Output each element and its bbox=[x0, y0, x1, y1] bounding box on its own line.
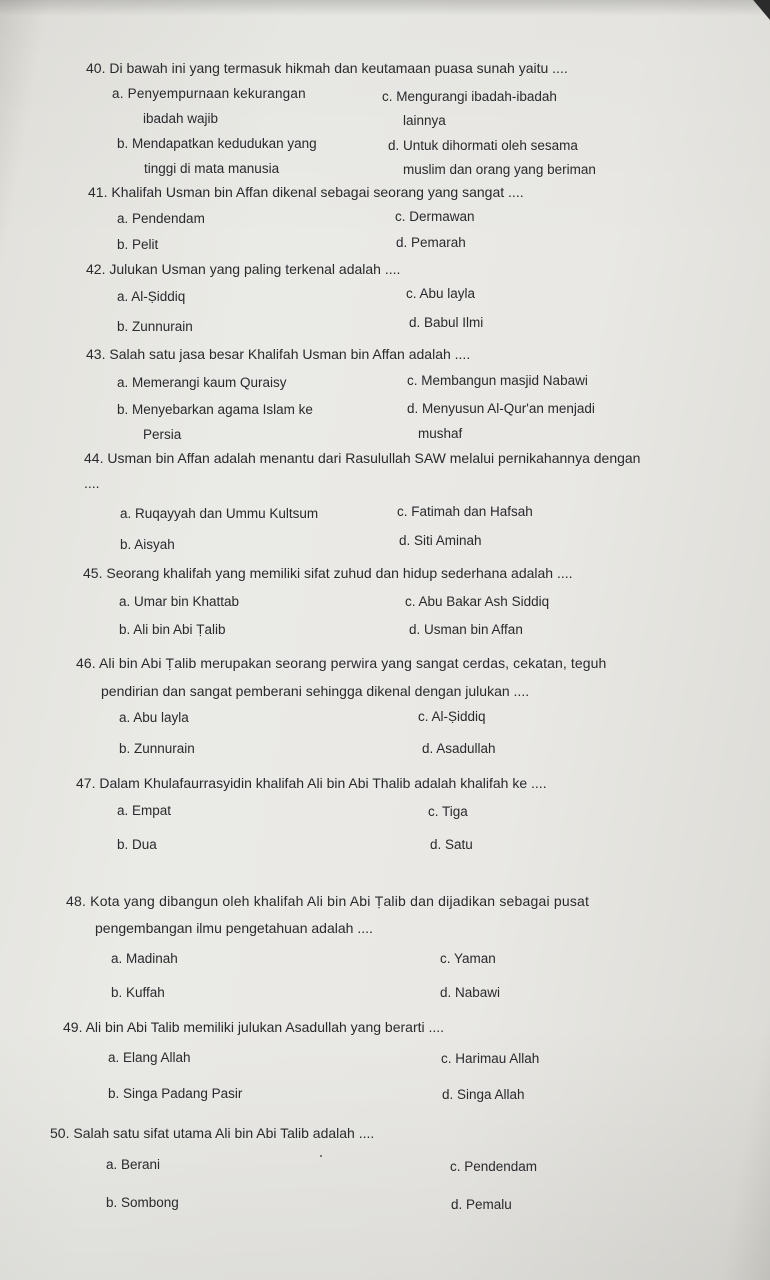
question-44-option-b: b. Aisyah bbox=[120, 537, 175, 552]
question-46-stem-cont: pendirian dan sangat pemberani sehingga dikenal dengan julukan .... bbox=[101, 683, 530, 699]
question-47-option-c: c. Tiga bbox=[428, 804, 468, 819]
question-48-option-d: d. Nabawi bbox=[440, 985, 501, 1000]
question-50-option-c: c. Pendendam bbox=[450, 1159, 538, 1174]
question-46-option-c: c. Al-Ṣiddiq bbox=[418, 709, 486, 724]
question-44-option-c: c. Fatimah dan Hafsah bbox=[397, 504, 533, 519]
question-49-option-d: d. Singa Allah bbox=[442, 1087, 525, 1102]
question-40-option-a: a. Penyempurnaan kekurangan bbox=[112, 86, 306, 101]
question-44-option-a: a. Ruqayyah dan Ummu Kultsum bbox=[120, 506, 319, 521]
question-43-stem: 43. Salah satu jasa besar Khalifah Usman bin Affan adalah .... bbox=[86, 346, 471, 362]
question-40-option-b: b. Mendapatkan kedudukan yang bbox=[117, 136, 317, 151]
question-50-option-a: a. Berani bbox=[106, 1157, 161, 1172]
question-44-stem-cont: .... bbox=[84, 475, 100, 491]
question-41-option-d: d. Pemarah bbox=[396, 235, 466, 250]
question-49-option-a: a. Elang Allah bbox=[108, 1050, 191, 1065]
question-47-option-a: a. Empat bbox=[117, 803, 172, 818]
question-41-option-b: b. Pelit bbox=[117, 237, 159, 252]
question-42-option-c: c. Abu layla bbox=[406, 286, 476, 301]
question-41-stem: 41. Khalifah Usman bin Affan dikenal sebagai seorang yang sangat .... bbox=[88, 184, 524, 200]
question-45-option-c: c. Abu Bakar Ash Siddiq bbox=[405, 594, 550, 609]
question-48-option-b: b. Kuffah bbox=[111, 985, 165, 1000]
question-49-option-c: c. Harimau Allah bbox=[441, 1051, 540, 1066]
question-46-option-b: b. Zunnurain bbox=[119, 741, 195, 756]
question-44-option-d: d. Siti Aminah bbox=[399, 533, 482, 548]
question-42-stem: 42. Julukan Usman yang paling terkenal adalah .... bbox=[86, 261, 401, 277]
question-48-option-c: c. Yaman bbox=[440, 951, 496, 966]
question-40-option-a-cont: ibadah wajib bbox=[143, 111, 219, 126]
question-42-option-b: b. Zunnurain bbox=[117, 319, 193, 334]
question-48-option-a: a. Madinah bbox=[111, 951, 178, 966]
question-40-option-d: d. Untuk dihormati oleh sesama bbox=[388, 138, 578, 153]
question-40-stem: 40. Di bawah ini yang termasuk hikmah dan keutamaan puasa sunah yaitu .... bbox=[86, 60, 568, 76]
question-45-stem: 45. Seorang khalifah yang memiliki sifat zuhud dan hidup sederhana adalah .... bbox=[83, 565, 573, 581]
question-50-option-b: b. Sombong bbox=[106, 1195, 179, 1210]
paper-speck bbox=[320, 1155, 322, 1157]
question-50-stem: 50. Salah satu sifat utama Ali bin Abi Talib adalah .... bbox=[50, 1125, 375, 1141]
question-45-option-a: a. Umar bin Khattab bbox=[119, 594, 240, 609]
question-45-option-b: b. Ali bin Abi Ṭalib bbox=[119, 622, 226, 637]
question-46-option-a: a. Abu layla bbox=[119, 710, 189, 725]
question-40-option-c: c. Mengurangi ibadah-ibadah bbox=[382, 89, 557, 104]
question-43-option-a: a. Memerangi kaum Quraisy bbox=[117, 375, 287, 390]
top-shadow bbox=[0, 0, 770, 16]
question-47-option-b: b. Dua bbox=[117, 837, 157, 852]
question-42-option-d: d. Babul Ilmi bbox=[409, 315, 484, 330]
question-50-option-d: d. Pemalu bbox=[451, 1197, 512, 1212]
question-40-option-d-cont: muslim dan orang yang beriman bbox=[403, 162, 596, 177]
question-40-option-c-cont: lainnya bbox=[403, 113, 446, 128]
question-43-option-d: d. Menyusun Al-Qur'an menjadi bbox=[407, 401, 595, 416]
question-41-option-c: c. Dermawan bbox=[395, 209, 475, 224]
question-47-option-d: d. Satu bbox=[430, 837, 473, 852]
question-47-stem: 47. Dalam Khulafaurrasyidin khalifah Ali bin Abi Thalib adalah khalifah ke .... bbox=[76, 775, 547, 791]
question-46-option-d: d. Asadullah bbox=[422, 741, 496, 756]
question-43-option-d-cont: mushaf bbox=[418, 426, 463, 441]
question-44-stem: 44. Usman bin Affan adalah menantu dari Rasulullah SAW melalui pernikahannya dengan bbox=[84, 450, 641, 466]
question-43-option-c: c. Membangun masjid Nabawi bbox=[407, 373, 588, 388]
question-46-stem: 46. Ali bin Abi Ṭalib merupakan seorang perwira yang sangat cerdas, cekatan, teguh bbox=[76, 655, 607, 671]
question-42-option-a: a. Al-Ṣiddiq bbox=[117, 289, 186, 304]
question-41-option-a: a. Pendendam bbox=[117, 211, 205, 226]
question-48-stem: 48. Kota yang dibangun oleh khalifah Ali bin Abi Ṭalib dan dijadikan sebagai pusat bbox=[66, 893, 590, 909]
question-40-option-b-cont: tinggi di mata manusia bbox=[144, 161, 280, 176]
question-43-option-b: b. Menyebarkan agama Islam ke bbox=[117, 402, 313, 417]
question-49-stem: 49. Ali bin Abi Talib memiliki julukan Asadullah yang berarti .... bbox=[63, 1019, 445, 1035]
question-49-option-b: b. Singa Padang Pasir bbox=[108, 1086, 243, 1101]
question-43-option-b-cont: Persia bbox=[143, 427, 182, 442]
question-45-option-d: d. Usman bin Affan bbox=[409, 622, 523, 637]
question-48-stem-cont: pengembangan ilmu pengetahuan adalah .... bbox=[95, 920, 373, 936]
